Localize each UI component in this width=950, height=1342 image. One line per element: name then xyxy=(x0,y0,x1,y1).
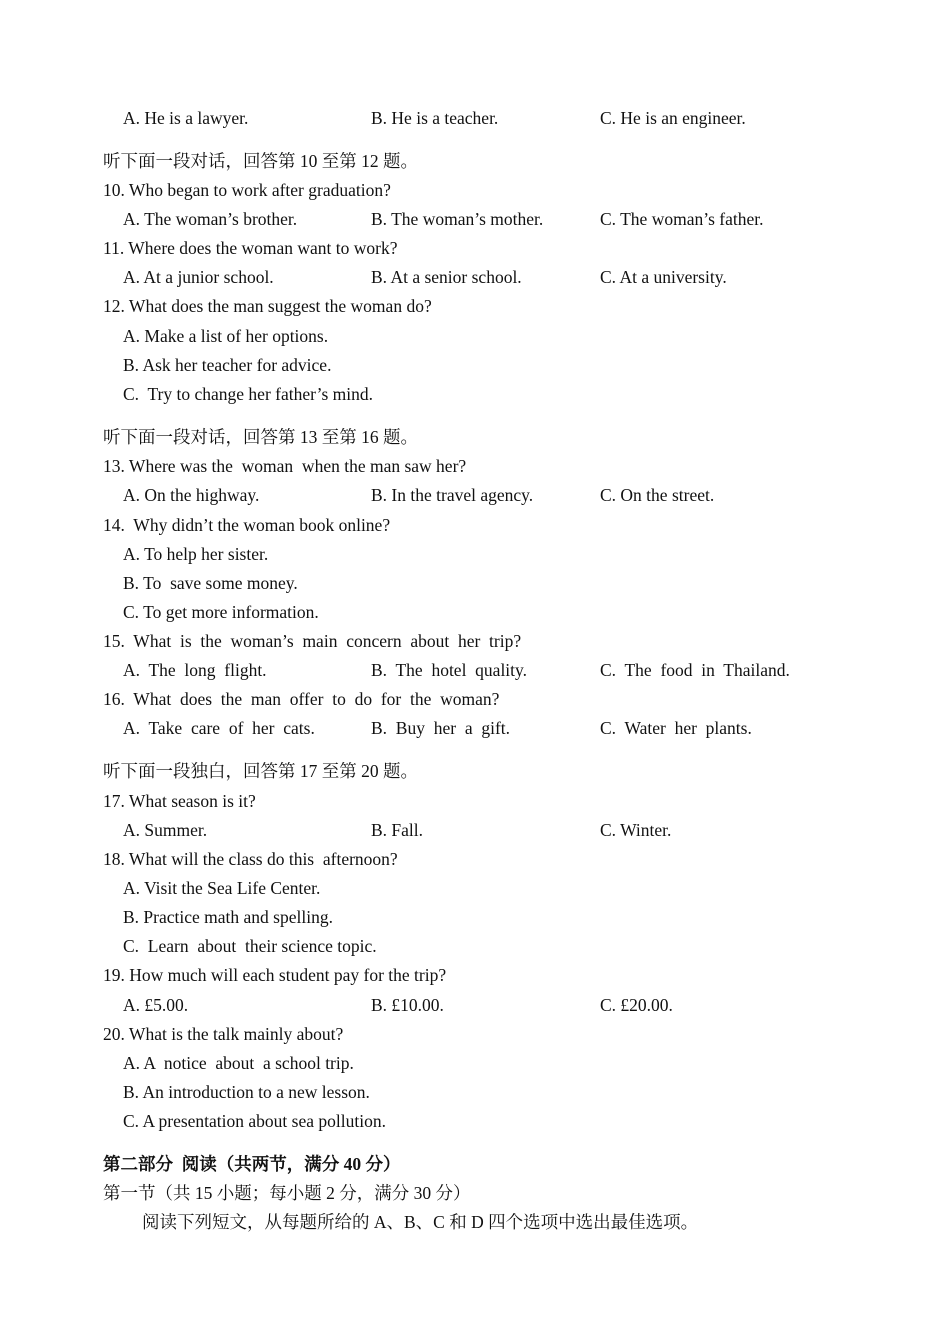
option: C. A presentation about sea pollution. xyxy=(123,1111,386,1131)
question: 13. Where was the woman when the man saw her? xyxy=(103,456,467,476)
instruction: 第一节（共 15 小题；每小题 2 分，满分 30 分） xyxy=(103,1183,471,1203)
option: A. A notice about a school trip. xyxy=(123,1053,354,1073)
option-c: C. The food in Thailand. xyxy=(600,660,790,680)
option-b: B. £10.00. xyxy=(371,995,444,1015)
option: A. Visit the Sea Life Center. xyxy=(123,878,321,898)
option-a: A. £5.00. xyxy=(123,995,189,1015)
question: 17. What season is it? xyxy=(103,791,256,811)
option-c: C. Winter. xyxy=(600,820,672,840)
option-c: C. £20.00. xyxy=(600,995,673,1015)
option: B. Ask her teacher for advice. xyxy=(123,355,332,375)
instruction: 听下面一段对话，回答第 13 至第 16 题。 xyxy=(103,427,418,447)
option-a: A. The woman’s brother. xyxy=(123,209,298,229)
option-b: B. The woman’s mother. xyxy=(371,209,544,229)
option-c: C. He is an engineer. xyxy=(600,108,746,128)
option-b: B. At a senior school. xyxy=(371,267,522,287)
option-b: B. In the travel agency. xyxy=(371,485,534,505)
option: C. Learn about their science topic. xyxy=(123,936,377,956)
option-a: A. Take care of her cats. xyxy=(123,718,315,738)
section-heading: 第二部分 阅读（共两节，满分 40 分） xyxy=(103,1154,401,1174)
question: 20. What is the talk mainly about? xyxy=(103,1024,344,1044)
option: C. To get more information. xyxy=(123,602,319,622)
option-a: A. He is a lawyer. xyxy=(123,108,249,128)
option-b: B. He is a teacher. xyxy=(371,108,499,128)
question: 12. What does the man suggest the woman do? xyxy=(103,296,432,316)
option-b: B. The hotel quality. xyxy=(371,660,528,680)
option-c: C. The woman’s father. xyxy=(600,209,764,229)
option: B. Practice math and spelling. xyxy=(123,907,333,927)
option-c: C. At a university. xyxy=(600,267,727,287)
question: 18. What will the class do this afternoon? xyxy=(103,849,398,869)
option-c: C. Water her plants. xyxy=(600,718,752,738)
option-a: A. The long flight. xyxy=(123,660,267,680)
option-a: A. Summer. xyxy=(123,820,208,840)
option: A. To help her sister. xyxy=(123,544,269,564)
question: 19. How much will each student pay for the trip? xyxy=(103,965,447,985)
option-b: B. Fall. xyxy=(371,820,424,840)
question: 16. What does the man offer to do for the woman? xyxy=(103,689,500,709)
question: 11. Where does the woman want to work? xyxy=(103,238,398,258)
option: C. Try to change her father’s mind. xyxy=(123,384,373,404)
instruction: 听下面一段对话，回答第 10 至第 12 题。 xyxy=(103,151,418,171)
question: 14. Why didn’t the woman book online? xyxy=(103,515,391,535)
instruction: 听下面一段独白，回答第 17 至第 20 题。 xyxy=(103,761,418,781)
question: 10. Who began to work after graduation? xyxy=(103,180,391,200)
instruction-paragraph: 阅读下列短文，从每题所给的 A、B、C 和 D 四个选项中选出最佳选项。 xyxy=(142,1212,699,1232)
question: 15. What is the woman’s main concern about her trip? xyxy=(103,631,522,651)
option: B. To save some money. xyxy=(123,573,298,593)
option: A. Make a list of her options. xyxy=(123,326,329,346)
option-a: A. At a junior school. xyxy=(123,267,274,287)
option-c: C. On the street. xyxy=(600,485,715,505)
option-b: B. Buy her a gift. xyxy=(371,718,511,738)
option-a: A. On the highway. xyxy=(123,485,260,505)
option: B. An introduction to a new lesson. xyxy=(123,1082,370,1102)
